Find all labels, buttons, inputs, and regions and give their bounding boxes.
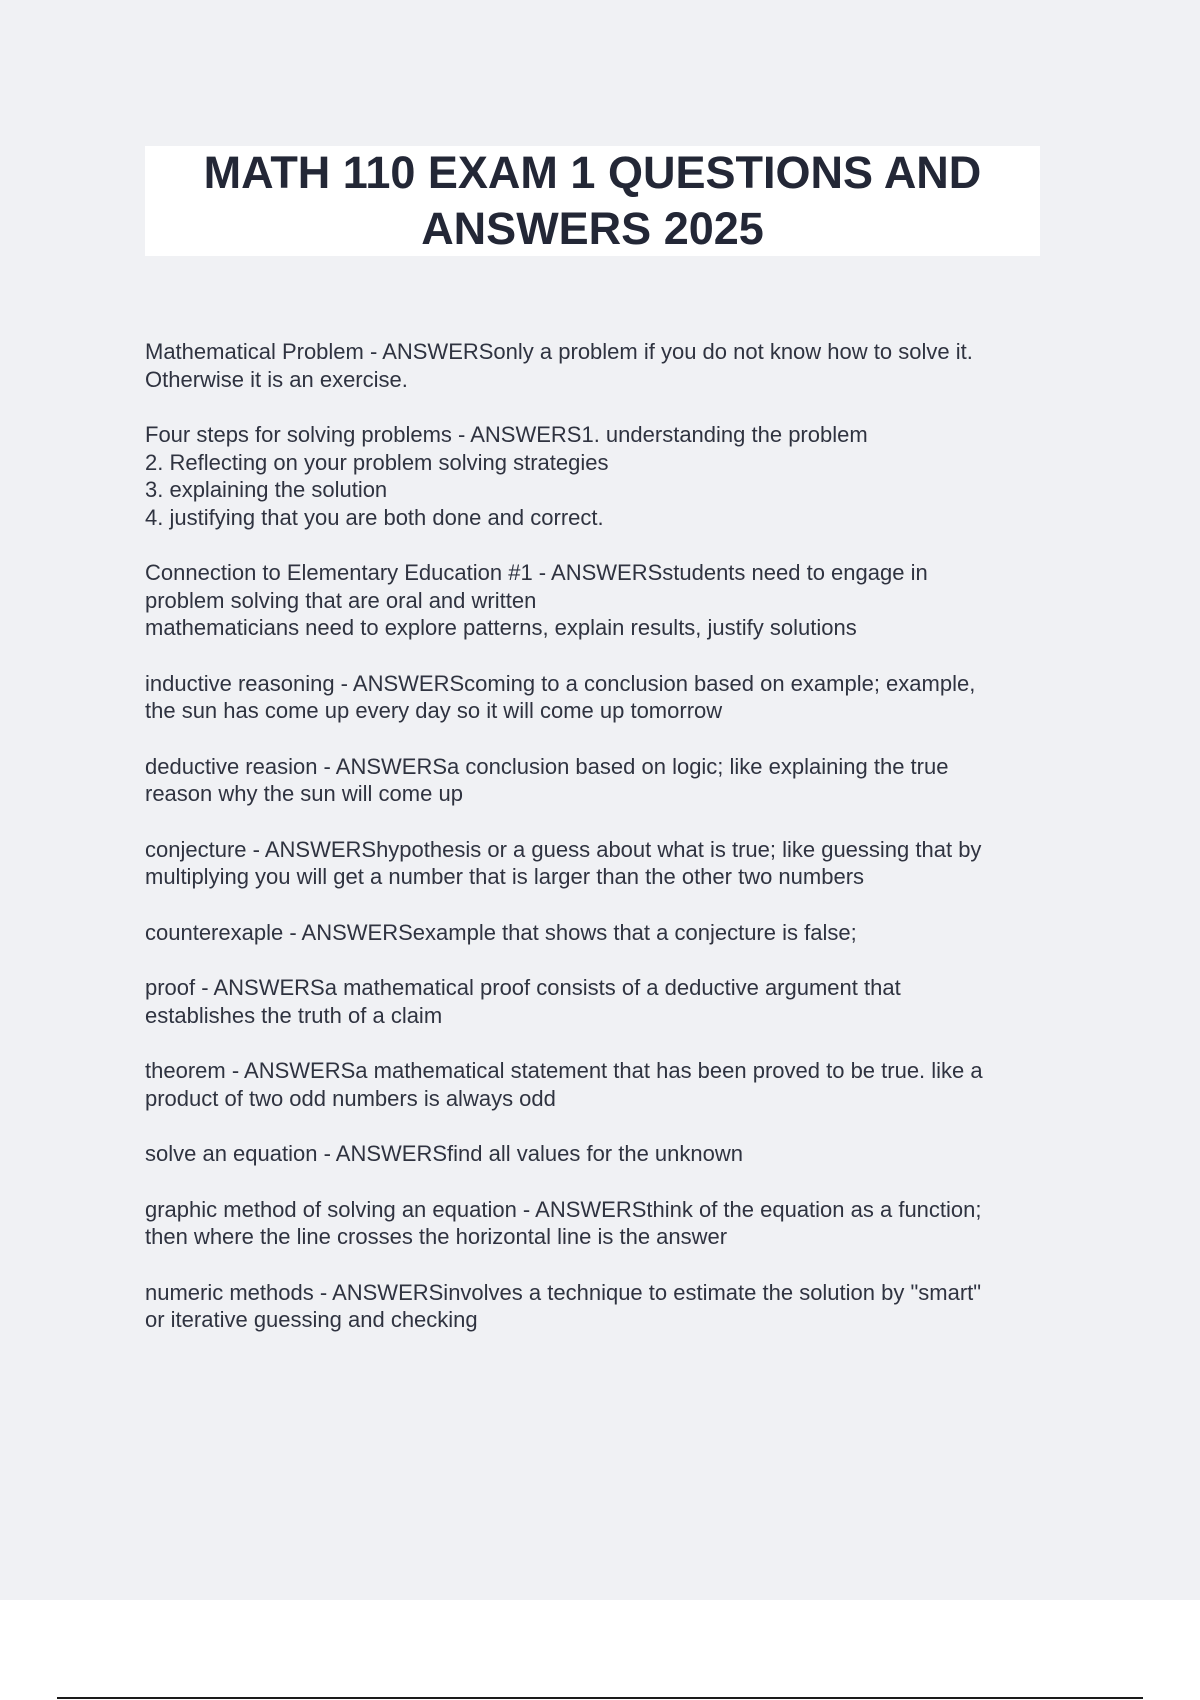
entry-line: 2. Reflecting on your problem solving strategies (145, 449, 609, 475)
entry-line: then where the line crosses the horizontal line is the answer (145, 1224, 728, 1249)
qa-entry-counterexaple (145, 919, 1080, 947)
entry-line: conjecture - ANSWERShypothesis or a guess about what is true; like guessing that by (145, 836, 982, 862)
document-title (145, 146, 1040, 256)
entry-line: establishes the truth of a claim (145, 1002, 443, 1028)
qa-entry-numeric-methods (145, 1279, 1080, 1334)
entry-line: product of two odd numbers is always odd (145, 1085, 556, 1111)
entry-line: deductive reasion - ANSWERSa conclusion based on logic; like explaining the true (145, 753, 949, 779)
title-line-2: ANSWERS 2025 (421, 203, 764, 254)
entry-line: Four steps for solving problems - ANSWERS1. understanding the problem (145, 422, 868, 447)
qa-entry-graphic-method (145, 1196, 1080, 1251)
qa-entry-mathematical-problem (145, 338, 1080, 393)
entry-line: Connection to Elementary Education #1 - ANSWERSstudents need to engage in (145, 560, 928, 585)
entry-line: Mathematical Problem - ANSWERSonly a problem if you do not know how to solve it. (145, 339, 973, 364)
entry-line: problem solving that are oral and written (145, 587, 537, 613)
qa-entry-inductive-reasoning (145, 670, 1080, 725)
entry-line: graphic method of solving an equation - ANSWERSthink of the equation as a function; (145, 1196, 982, 1222)
entry-line: reason why the sun will come up (145, 781, 463, 806)
entry-line: solve an equation - ANSWERSfind all values for the unknown (145, 1141, 743, 1166)
entry-line: inductive reasoning - ANSWERScoming to a conclusion based on example; example, (145, 670, 976, 696)
qa-entry-deductive-reasion (145, 753, 1080, 808)
entry-line: 3. explaining the solution (145, 477, 388, 502)
entry-line: the sun has come up every day so it will come up tomorrow (145, 698, 723, 723)
title-line-1: MATH 110 EXAM 1 QUESTIONS AND (203, 147, 982, 198)
entry-line: multiplying you will get a number that is larger than the other two numbers (145, 864, 865, 889)
entry-line: mathematicians need to explore patterns, explain results, justify solutions (145, 615, 857, 640)
entry-line: 4. justifying that you are both done and correct. (145, 504, 604, 530)
entry-line: theorem - ANSWERSa mathematical statement that has been proved to be true. like a (145, 1058, 983, 1083)
entry-line: counterexaple - ANSWERSexample that shows that a conjecture is false; (145, 919, 857, 945)
footer-divider (57, 1697, 1143, 1699)
entry-line: or iterative guessing and checking (145, 1307, 478, 1332)
entry-line: proof - ANSWERSa mathematical proof consists of a deductive argument that (145, 975, 901, 1000)
qa-entry-solve-equation (145, 1140, 1080, 1168)
qa-entry-four-steps (145, 421, 1080, 531)
qa-entry-proof (145, 974, 1080, 1029)
qa-entry-conjecture (145, 836, 1080, 891)
entry-line: numeric methods - ANSWERSinvolves a technique to estimate the solution by "smart" (145, 1279, 982, 1305)
qa-entry-connection-elementary (145, 559, 1080, 642)
qa-entry-theorem (145, 1057, 1080, 1112)
entry-line: Otherwise it is an exercise. (145, 366, 408, 392)
qa-list (145, 338, 1080, 1362)
